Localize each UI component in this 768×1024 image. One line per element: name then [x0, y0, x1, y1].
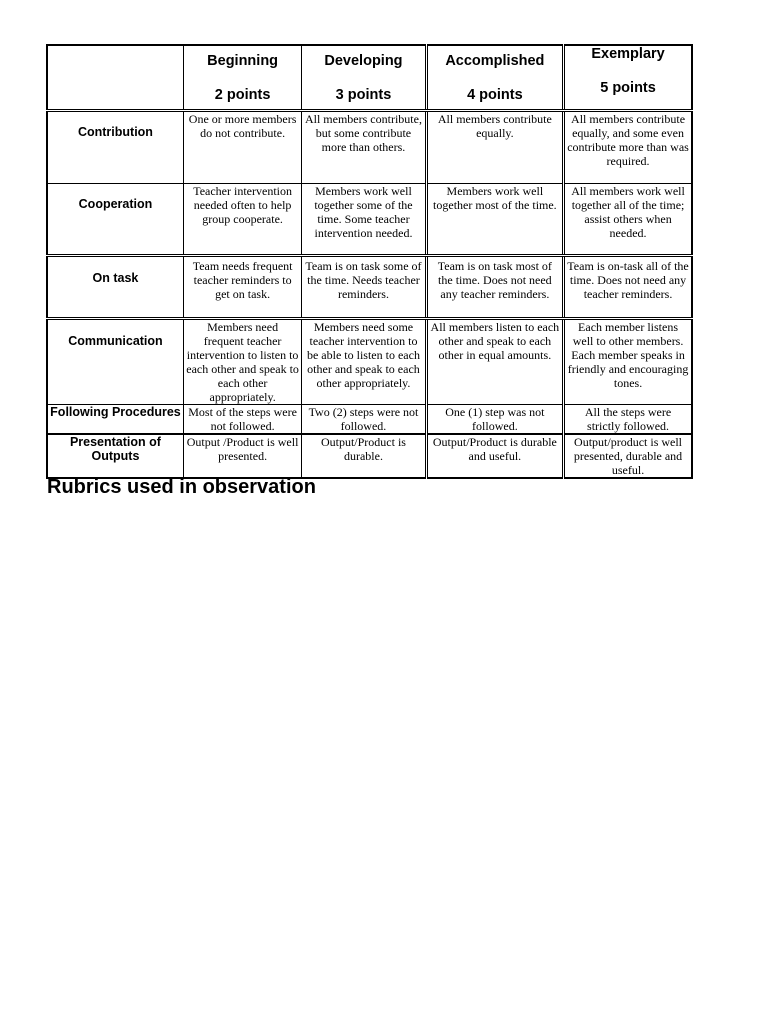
rubric-cell: All members contribute equally. — [426, 111, 563, 184]
rubric-cell: Output/Product is durable. — [302, 434, 426, 478]
header-blank-cell — [47, 45, 183, 111]
table-row — [47, 405, 692, 435]
rubric-cell: Two (2) steps were not followed. — [302, 405, 426, 435]
rubric-cell: One or more members do not contribute. — [183, 111, 301, 184]
rubric-cell: One (1) step was not followed. — [426, 405, 563, 435]
table-row — [47, 111, 692, 184]
rubric-cell: Team is on-task all of the time. Does not need any teacher reminders. — [564, 256, 692, 319]
rubric-table — [46, 44, 693, 479]
rubric-cell: All members listen to each other and speak to each other in equal amounts. — [426, 319, 563, 405]
level-points: 5 points — [600, 80, 656, 96]
rubric-cell: Members need frequent teacher intervention to listen to each other and speak to each other appropriately. — [183, 319, 301, 405]
rubric-cell: Teacher intervention needed often to help group cooperate. — [183, 184, 301, 256]
rubric-cell: Output/Product is durable and useful. — [426, 434, 563, 478]
level-name: Beginning — [207, 53, 279, 69]
table-row — [47, 184, 692, 256]
rubric-cell: Team needs frequent teacher reminders to get on task. — [183, 256, 301, 319]
rubric-cell: Output /Product is well presented. — [183, 434, 301, 478]
rubric-cell: Most of the steps were not followed. — [183, 405, 301, 435]
criterion-label: Following Procedures — [47, 405, 183, 435]
rubric-cell: Team is on task some of the time. Needs teacher reminders. — [302, 256, 426, 319]
rubric-cell: All members contribute, but some contribute more than others. — [302, 111, 426, 184]
rubric-cell: All the steps were strictly followed. — [564, 405, 692, 435]
level-points: 2 points — [214, 87, 271, 103]
rubric-cell: Members need some teacher intervention to be able to listen to each other and speak to each other appropriately. — [302, 319, 426, 405]
rubric-cell: Output/product is well presented, durable and useful. — [564, 434, 692, 478]
header-developing — [302, 45, 426, 111]
rubric-cell: Members work well together most of the time. — [426, 184, 563, 256]
rubric-cell: All members contribute equally, and some even contribute more than was required. — [564, 111, 692, 184]
rubric-cell: All members work well together all of the time; assist others when needed. — [564, 184, 692, 256]
level-points: 3 points — [335, 87, 392, 103]
table-row — [47, 319, 692, 405]
header-row — [47, 45, 692, 111]
rubric-cell: Each member listens well to other members. Each member speaks in friendly and encouraging tones. — [564, 319, 692, 405]
level-points: 4 points — [467, 87, 523, 103]
level-name: Developing — [324, 53, 403, 69]
header-beginning — [183, 45, 301, 111]
rubric-cell: Team is on task most of the time. Does not need any teacher reminders. — [426, 256, 563, 319]
criterion-label: Contribution — [47, 111, 183, 184]
criterion-label: On task — [47, 256, 183, 319]
table-caption: Rubrics used in observation — [47, 476, 316, 498]
rubric-cell: Members work well together some of the time. Some teacher intervention needed. — [302, 184, 426, 256]
criterion-label: Presentation of Outputs — [47, 434, 183, 478]
criterion-label: Cooperation — [47, 184, 183, 256]
table-row — [47, 434, 692, 478]
level-name: Exemplary — [591, 46, 665, 62]
header-accomplished — [426, 45, 563, 111]
table-row — [47, 256, 692, 319]
criterion-label: Communication — [47, 319, 183, 405]
level-name: Accomplished — [445, 53, 545, 69]
header-exemplary — [564, 45, 692, 111]
